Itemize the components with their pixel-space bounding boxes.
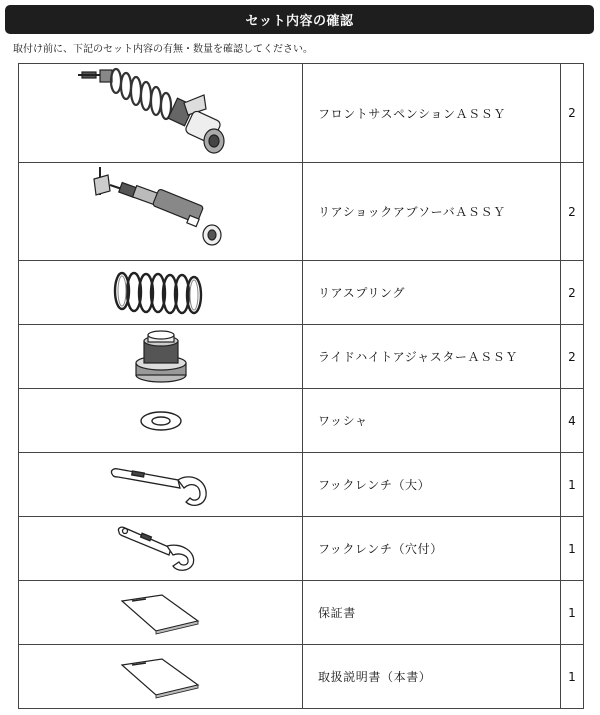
- table-row: [19, 163, 584, 261]
- table-row: [19, 453, 584, 517]
- table-row: [19, 581, 584, 645]
- ride-height-adjuster-icon: [126, 327, 196, 387]
- section-title: セット内容の確認: [245, 14, 354, 29]
- table-row: [19, 261, 584, 325]
- section-title-bar: [5, 5, 594, 34]
- intro-text: 取付け前に、下記のセット内容の有無・数量を確認してください。: [13, 44, 313, 55]
- item-qty: 2: [561, 325, 584, 389]
- table-row: [19, 645, 584, 709]
- item-name: 保証書: [303, 581, 561, 645]
- hook-wrench-large-icon: [106, 460, 216, 510]
- item-qty: 1: [561, 645, 584, 709]
- item-name: 取扱説明書（本書）: [303, 645, 561, 709]
- front-suspension-icon: [76, 65, 246, 161]
- item-qty: 4: [561, 389, 584, 453]
- item-name: フックレンチ（大）: [303, 453, 561, 517]
- item-name: リアショックアブソーバＡＳＳＹ: [303, 163, 561, 261]
- item-name: フロントサスペンションＡＳＳＹ: [303, 64, 561, 163]
- instruction-manual-icon: [116, 655, 206, 699]
- item-qty: 2: [561, 64, 584, 163]
- warranty-card-icon: [116, 591, 206, 635]
- rear-spring-icon: [106, 266, 216, 320]
- item-qty: 2: [561, 261, 584, 325]
- table-row: [19, 325, 584, 389]
- washer-icon: [136, 406, 186, 436]
- table-row: [19, 389, 584, 453]
- rear-shock-absorber-icon: [86, 165, 236, 259]
- table-row: [19, 64, 584, 163]
- item-qty: 1: [561, 517, 584, 581]
- item-qty: 1: [561, 453, 584, 517]
- item-qty: 1: [561, 581, 584, 645]
- item-name: リアスプリング: [303, 261, 561, 325]
- parts-table: [18, 63, 584, 709]
- item-name: ライドハイトアジャスターＡＳＳＹ: [303, 325, 561, 389]
- hook-wrench-holed-icon: [111, 522, 211, 576]
- item-qty: 2: [561, 163, 584, 261]
- table-row: [19, 517, 584, 581]
- item-name: フックレンチ（穴付）: [303, 517, 561, 581]
- item-name: ワッシャ: [303, 389, 561, 453]
